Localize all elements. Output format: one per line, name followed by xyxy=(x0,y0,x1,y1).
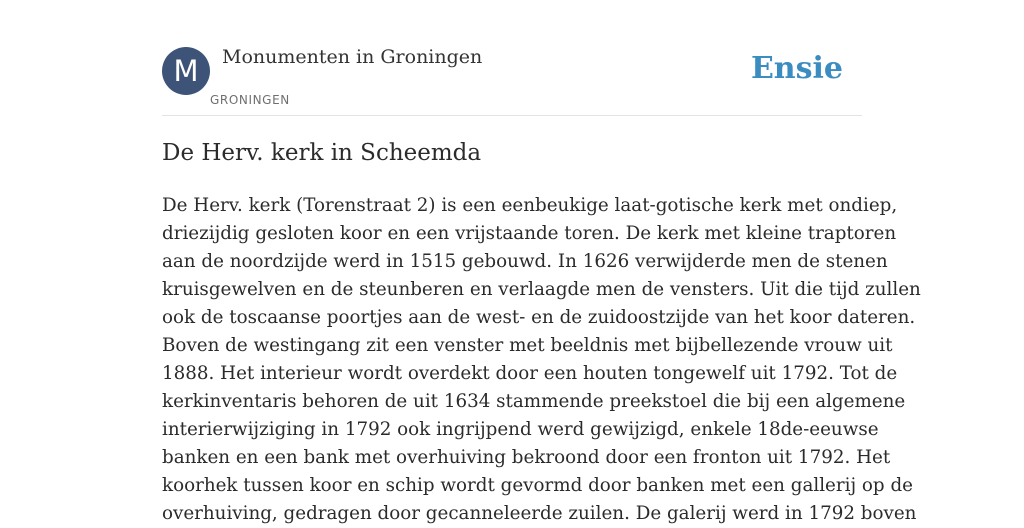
body-line: De Herv. kerk (Torenstraat 2) is een eenbeukige laat-gotische kerk met ondiep, xyxy=(162,195,898,216)
body-line: 1888. Het interieur wordt overdekt door een houten tongewelf uit 1792. Tot de xyxy=(162,363,898,384)
body-line: banken en een bank met overhuiving bekroond door een fronton uit 1792. Het xyxy=(162,447,891,468)
body-line: driezijdig gesloten koor en een vrijstaande toren. De kerk met kleine traptoren xyxy=(162,223,897,244)
ensie-logo[interactable]: Ensie xyxy=(750,51,843,86)
body-line: overhuiving, gedragen door gecanneleerde zuilen. De galerij werd in 1792 boven xyxy=(162,503,917,524)
header-divider xyxy=(162,115,862,116)
category-label[interactable]: GRONINGEN xyxy=(210,93,290,107)
body-line: Boven de westingang zit een venster met beeldnis met bijbellezende vrouw uit xyxy=(162,335,893,356)
body-line: kruisgewelven en de steunberen en verlaagde men de vensters. Uit die tijd zullen xyxy=(162,279,921,300)
article-title: De Herv. kerk in Scheemda xyxy=(162,140,482,166)
body-line: interierwijziging in 1792 ook ingrijpend werd gewijzigd, enkele 18de-eeuwse xyxy=(162,419,879,440)
book-header xyxy=(162,46,862,116)
body-line: kerkinventaris behoren de uit 1634 stammende preekstoel die bij een algemene xyxy=(162,391,906,412)
body-line: koorhek tussen koor en schip wordt gevormd door banken met een gallerij op de xyxy=(162,475,913,496)
body-line: ook de toscaanse poortjes aan de west- en de zuidoostzijde van het koor dateren. xyxy=(162,307,916,328)
body-line: aan de noordzijde werd in 1515 gebouwd. In 1626 verwijderde men de stenen xyxy=(162,251,888,272)
article-body xyxy=(162,192,921,528)
avatar[interactable]: M xyxy=(162,47,210,95)
book-title[interactable]: Monumenten in Groningen xyxy=(222,46,483,68)
